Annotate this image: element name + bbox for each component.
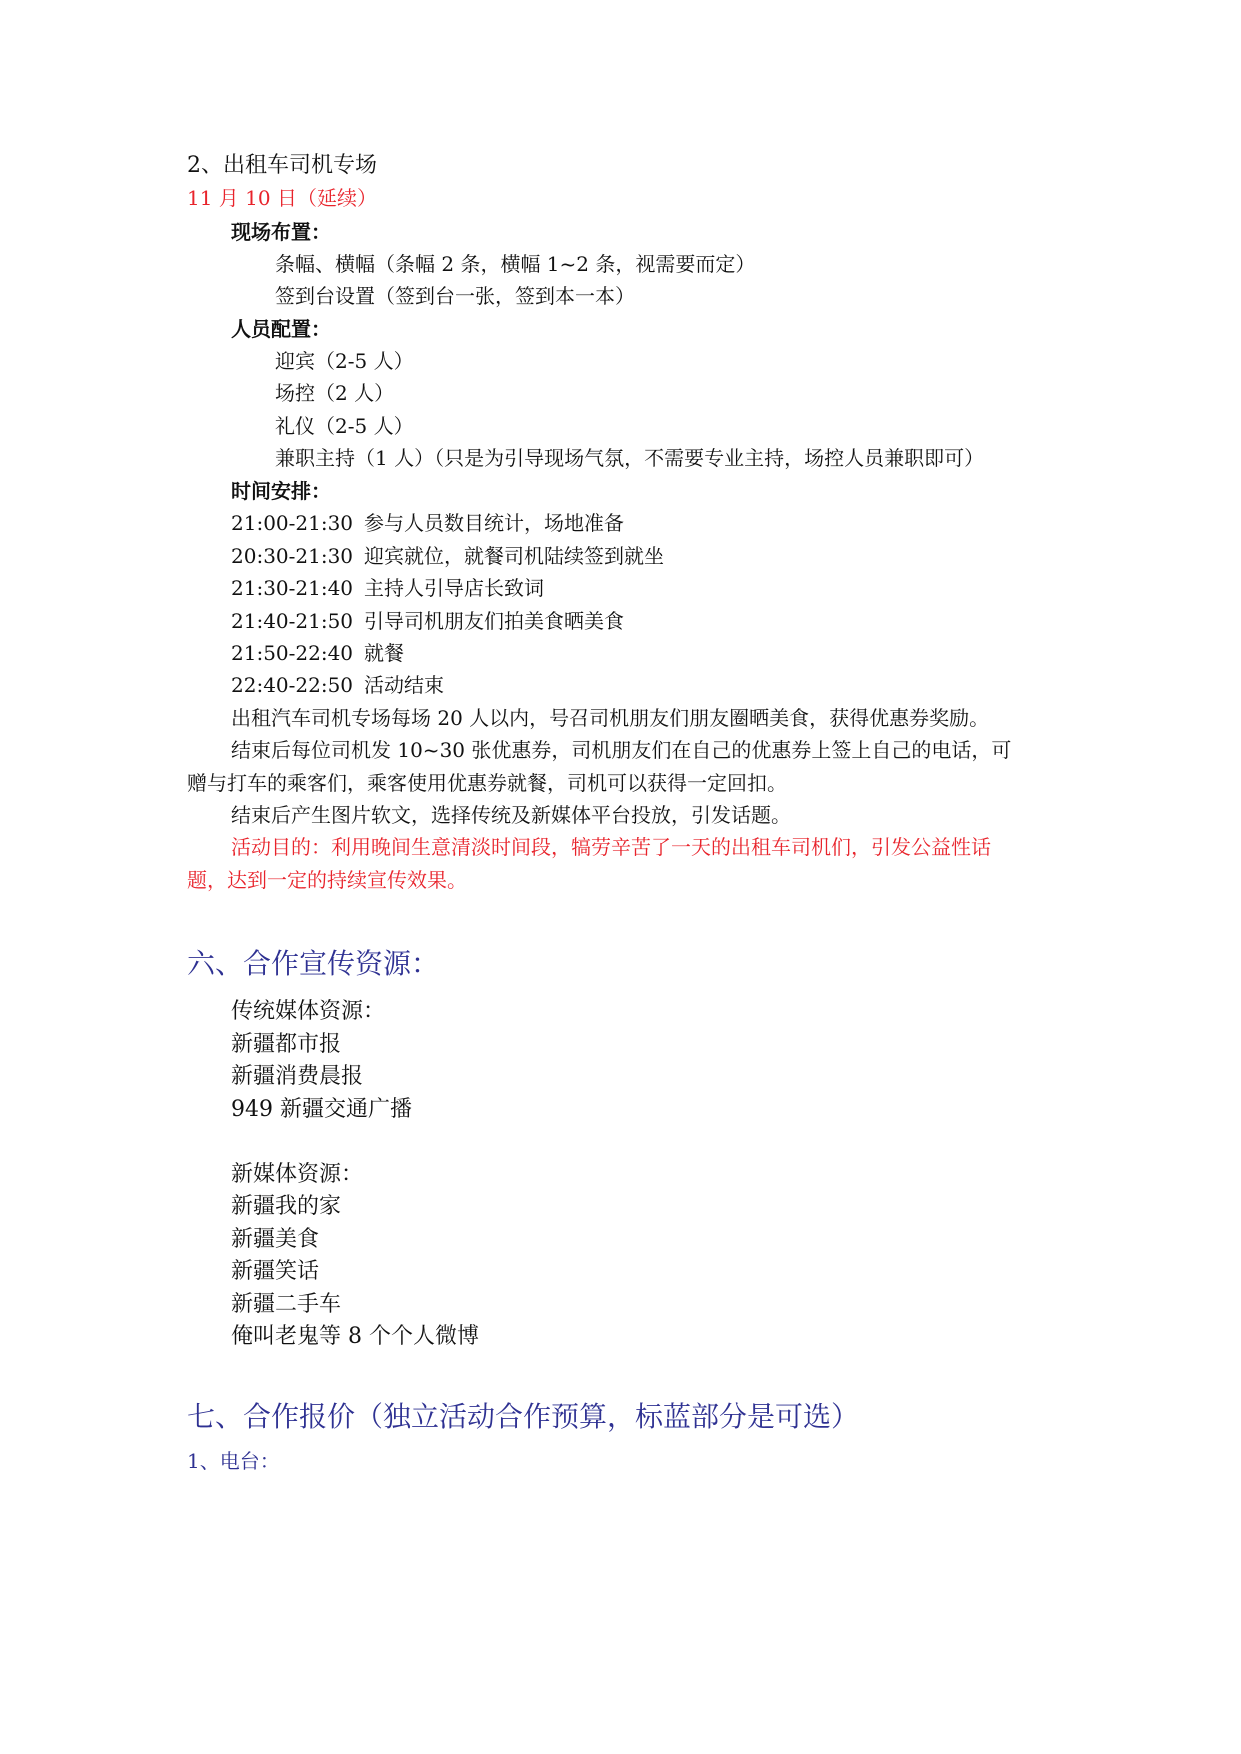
media-group-label: 传统媒体资源： [231, 999, 386, 1024]
venue-label: 现场布置： [231, 220, 331, 244]
schedule-time: 21:50-22:40 [231, 641, 354, 665]
schedule-desc: 主持人引导店长致词 [364, 576, 544, 600]
venue-item: 条幅、横幅（条幅 2 条，横幅 1~2 条，视需要而定） [275, 252, 756, 276]
media-item: 新疆笑话 [231, 1259, 320, 1284]
schedule-desc: 活动结束 [364, 673, 444, 697]
schedule-desc: 参与人员数目统计，场地准备 [364, 511, 624, 535]
media-group-label: 新媒体资源： [231, 1162, 364, 1187]
schedule-row [231, 611, 624, 631]
paragraph: 结束后产生图片软文，选择传统及新媒体平台投放，引发话题。 [231, 803, 791, 827]
purpose-text: 题，达到一定的持续宣传效果。 [187, 868, 467, 892]
media-item: 949 新疆交通广播 [231, 1097, 412, 1122]
date-line: 11 月 10 日（延续） [187, 186, 377, 210]
schedule-time: 20:30-21:30 [231, 544, 354, 568]
media-item: 新疆二手车 [231, 1292, 342, 1317]
section-heading: 六、合作宣传资源： [187, 947, 440, 980]
schedule-time: 22:40-22:50 [231, 673, 354, 697]
subsection-title: 2、出租车司机专场 [187, 153, 377, 178]
venue-item: 签到台设置（签到台一张，签到本一本） [275, 284, 635, 308]
schedule-row [231, 675, 444, 695]
schedule-row [231, 513, 624, 533]
staff-item: 迎宾（2-5 人） [275, 349, 414, 373]
schedule-label: 时间安排： [231, 479, 331, 503]
schedule-time: 21:00-21:30 [231, 511, 354, 535]
media-item: 新疆都市报 [231, 1032, 342, 1057]
paragraph: 赠与打车的乘客们，乘客使用优惠券就餐，司机可以获得一定回扣。 [187, 771, 787, 795]
media-item: 俺叫老鬼等 8 个个人微博 [231, 1324, 479, 1349]
media-item: 新疆我的家 [231, 1194, 342, 1219]
subsection-title: 1、电台： [187, 1449, 280, 1473]
schedule-row [231, 546, 664, 566]
schedule-desc: 引导司机朋友们拍美食晒美食 [364, 609, 624, 633]
staff-item: 场控（2 人） [275, 381, 395, 405]
schedule-row [231, 643, 404, 663]
paragraph: 出租汽车司机专场每场 20 人以内，号召司机朋友们朋友圈晒美食，获得优惠券奖励。 [231, 706, 990, 730]
staff-label: 人员配置： [231, 317, 331, 341]
media-item: 新疆消费晨报 [231, 1064, 364, 1089]
schedule-time: 21:40-21:50 [231, 609, 354, 633]
schedule-desc: 迎宾就位，就餐司机陆续签到就坐 [364, 544, 664, 568]
staff-item: 兼职主持（1 人）（只是为引导现场气氛，不需要专业主持，场控人员兼职即可） [275, 446, 985, 470]
purpose-text: 活动目的：利用晚间生意清淡时间段，犒劳辛苦了一天的出租车司机们，引发公益性话 [231, 835, 991, 859]
section-heading: 七、合作报价（独立活动合作预算，标蓝部分是可选） [187, 1400, 860, 1433]
staff-item: 礼仪（2-5 人） [275, 414, 414, 438]
media-item: 新疆美食 [231, 1227, 320, 1252]
paragraph: 结束后每位司机发 10~30 张优惠券，司机朋友们在自己的优惠券上签上自己的电话，可 [231, 738, 1012, 762]
schedule-desc: 就餐 [364, 641, 404, 665]
schedule-row [231, 578, 544, 598]
schedule-time: 21:30-21:40 [231, 576, 354, 600]
